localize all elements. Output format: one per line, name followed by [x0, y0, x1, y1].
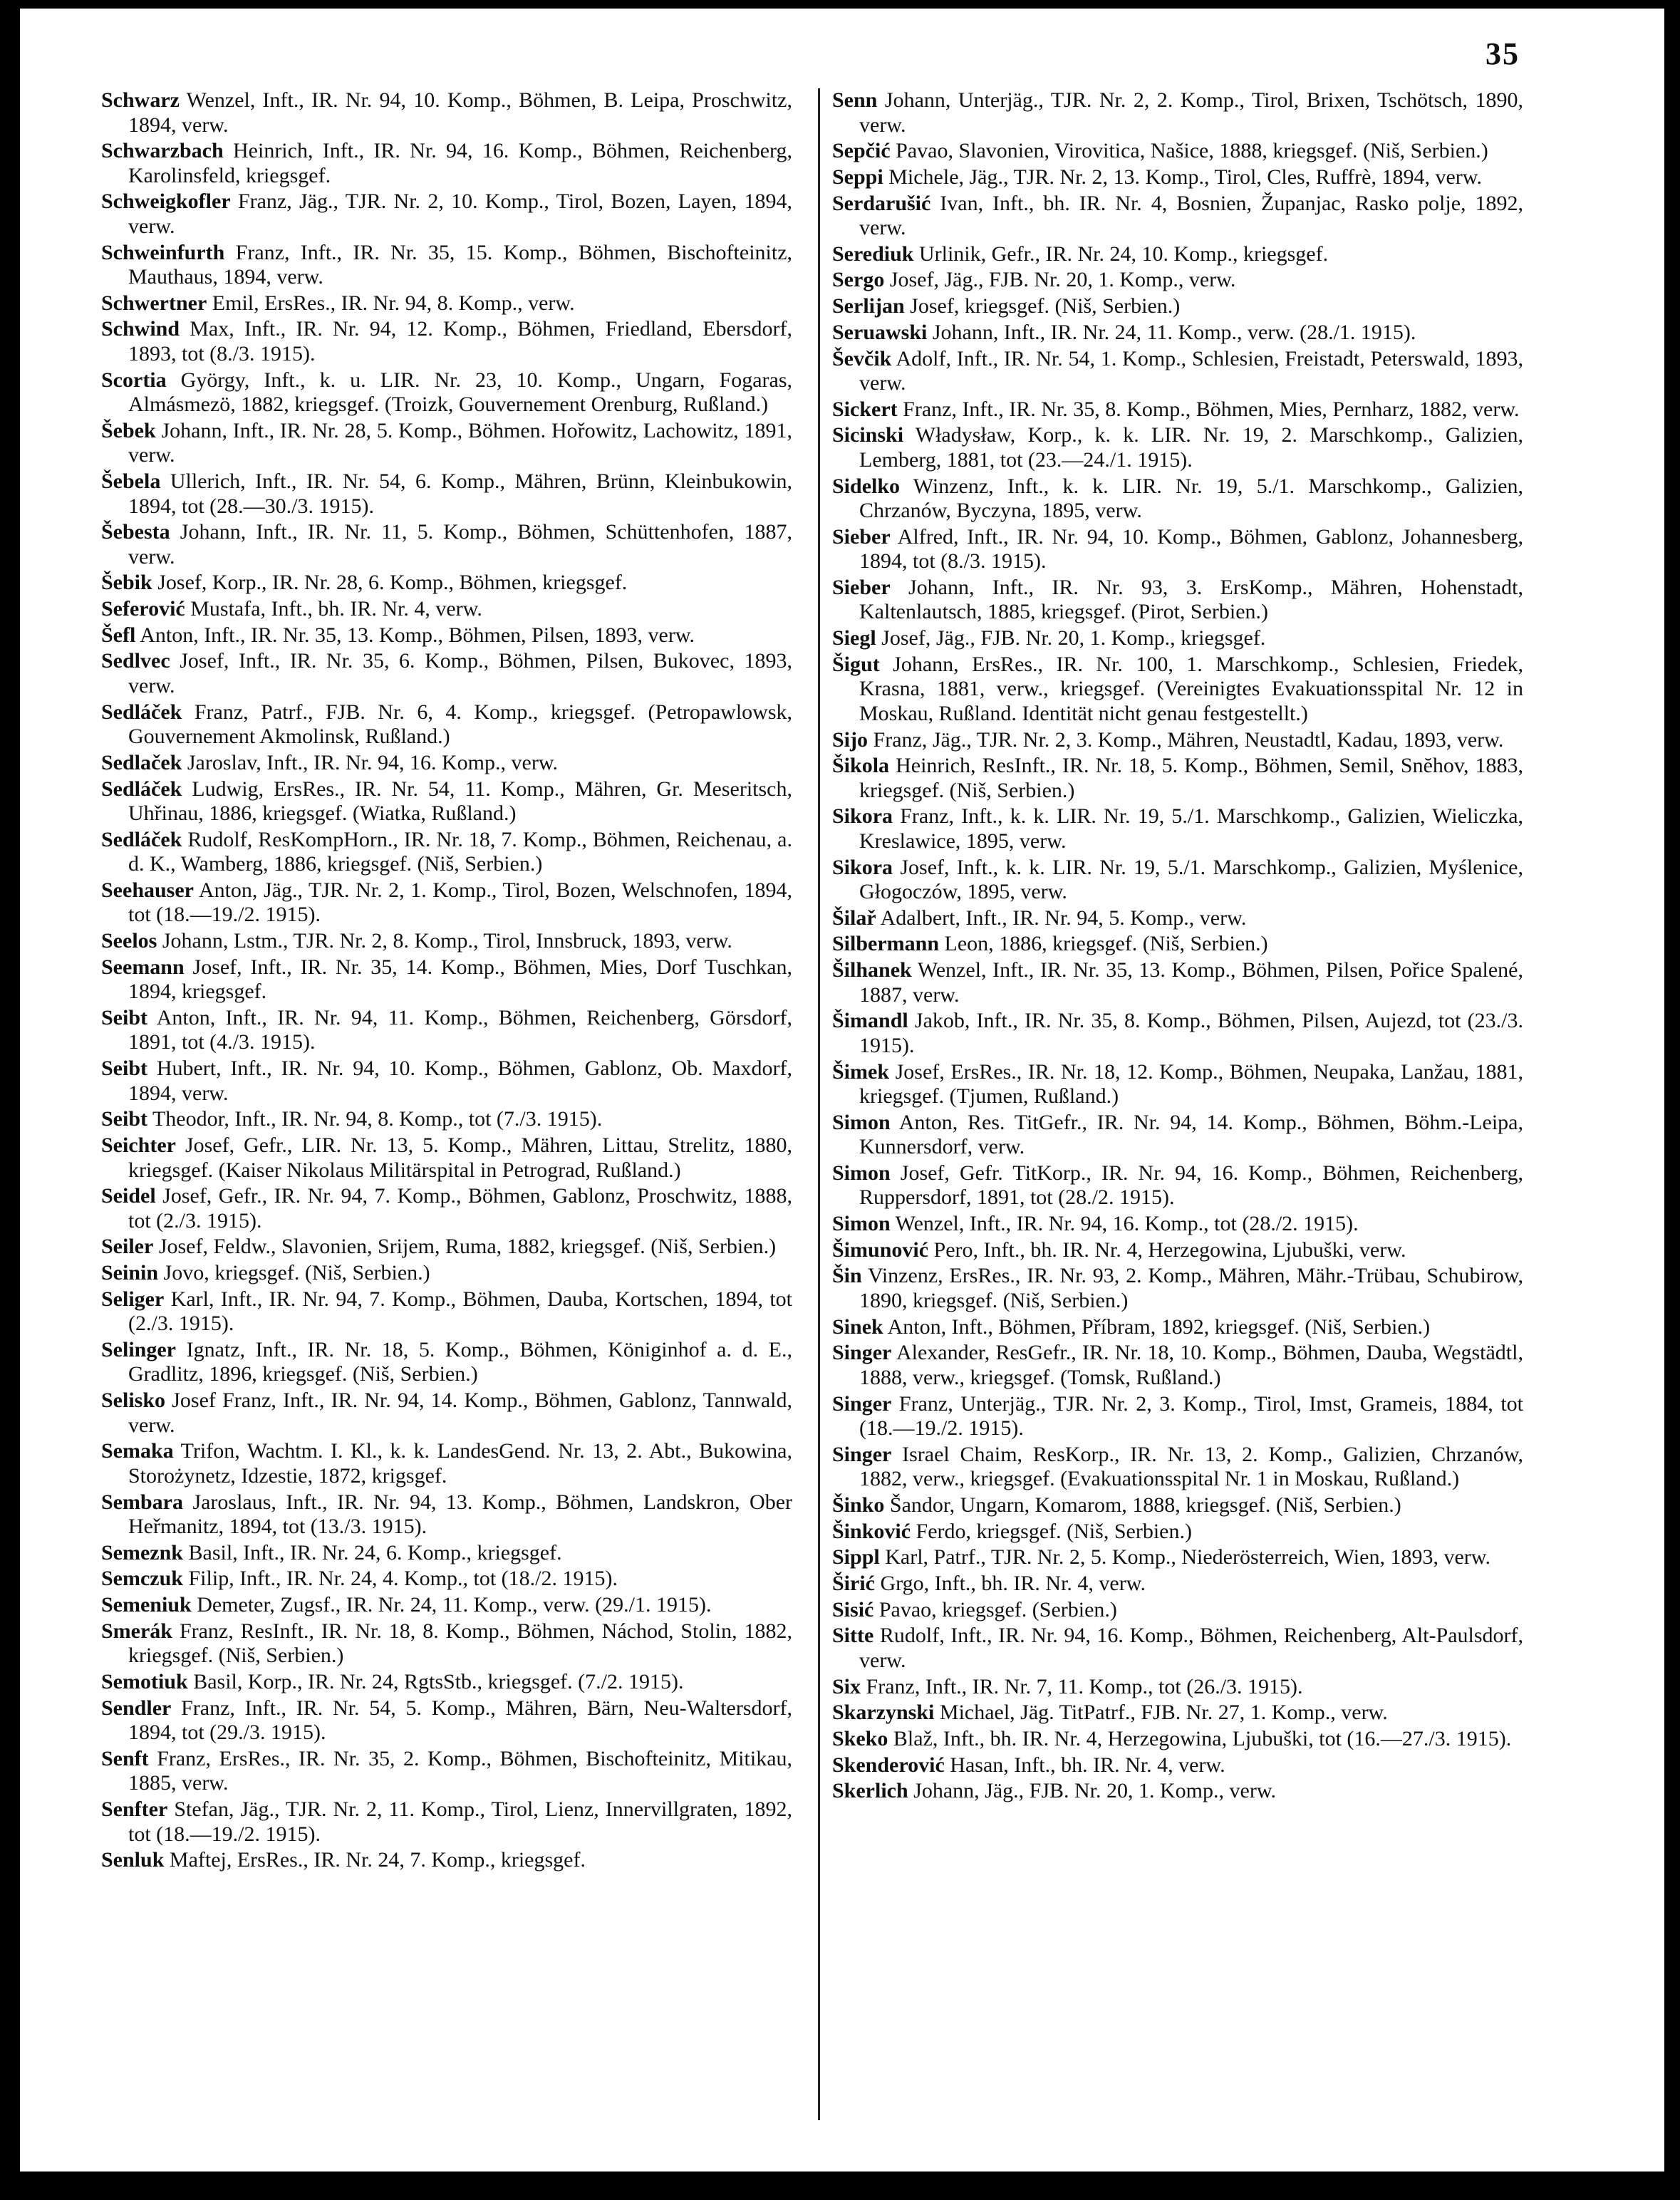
entry-details: Josef, Inft., IR. Nr. 35, 6. Komp., Böhmen, Pilsen, Bukovec, 1893, verw. [128, 649, 793, 697]
entry-surname: Seiler [101, 1235, 154, 1259]
list-entry [101, 368, 792, 417]
entry-details: Vinzenz, ErsRes., IR. Nr. 93, 2. Komp., Mähren, Mähr.-Trübau, Schubirow, 1890, kriegsgef. (Niš, Serbien.) [859, 1264, 1523, 1312]
entry-details: Franz, Inft., IR. Nr. 54, 5. Komp., Mähren, Bärn, Neu-Waltersdorf, 1894, tot (29./3. 1915). [128, 1696, 793, 1745]
list-entry [101, 1235, 792, 1260]
entry-surname: Seichter [101, 1133, 176, 1157]
entry-details: Franz, ResInft., IR. Nr. 18, 8. Komp., Böhmen, Náchod, Stolin, 1882, kriegsgef. (Niš, Serbien.) [128, 1619, 792, 1668]
entry-surname: Šinković [832, 1519, 911, 1543]
entry-details: Emil, ErsRes., IR. Nr. 94, 8. Komp., verw. [212, 291, 575, 315]
list-entry [101, 1696, 792, 1745]
list-entry [832, 1009, 1523, 1058]
entry-surname: Skenderović [832, 1753, 945, 1777]
entry-surname: Šinko [832, 1493, 885, 1517]
list-entry [101, 1593, 792, 1618]
list-entry [101, 1490, 792, 1540]
entry-surname: Šebek [101, 418, 156, 442]
list-entry [832, 474, 1523, 524]
entry-surname: Singer [832, 1341, 892, 1365]
entry-surname: Semczuk [101, 1567, 183, 1591]
entry-details: Josef, Jäg., FJB. Nr. 20, 1. Komp., kriegsgef. [881, 626, 1266, 650]
list-entry [101, 241, 792, 290]
entry-details: Leon, 1886, kriegsgef. (Niš, Serbien.) [944, 932, 1268, 956]
list-entry [832, 932, 1523, 957]
entry-details: Blaž, Inft., bh. IR. Nr. 4, Herzegowina, Ljubuški, tot (16.—27./3. 1915). [893, 1726, 1512, 1750]
entry-surname: Sedlvec [101, 649, 170, 673]
entry-details: Josef, Inft., k. k. LIR. Nr. 19, 5./1. Marschkomp., Galizien, Myślenice, Głogoczów, 1895, verw. [859, 855, 1523, 904]
entry-details: Hubert, Inft., IR. Nr. 94, 10. Komp., Böhmen, Gablonz, Ob. Maxdorf, 1894, verw. [128, 1057, 792, 1105]
entry-surname: Šebik [101, 571, 152, 595]
entry-surname: Skarzynski [832, 1701, 935, 1725]
entry-surname: Scortia [101, 368, 167, 392]
list-entry [832, 754, 1523, 803]
entry-details: Anton, Inft., Böhmen, Příbram, 1892, kriegsgef. (Niš, Serbien.) [887, 1314, 1431, 1339]
entry-surname: Sembara [101, 1490, 183, 1514]
entry-surname: Singer [832, 1442, 892, 1466]
entry-surname: Šimek [832, 1059, 890, 1084]
entry-details: Josef, Inft., IR. Nr. 35, 14. Komp., Böhmen, Mies, Dorf Tuschkan, 1894, kriegsgef. [128, 955, 793, 1004]
list-entry [101, 649, 792, 698]
entry-details: Wenzel, Inft., IR. Nr. 94, 16. Komp., tot (28./2. 1915). [895, 1212, 1359, 1236]
entry-surname: Seibt [101, 1005, 148, 1029]
list-entry [101, 1389, 792, 1438]
entry-surname: Širić [832, 1571, 875, 1595]
list-entry [101, 751, 792, 776]
list-entry [101, 597, 792, 622]
list-entry [101, 1670, 792, 1695]
entry-surname: Skeko [832, 1726, 888, 1750]
list-entry [101, 1184, 792, 1233]
entry-surname: Schwarzbach [101, 139, 224, 163]
entry-surname: Selinger [101, 1337, 176, 1361]
entry-details: Basil, Korp., IR. Nr. 24, RgtsStb., kriegsgef. (7./2. 1915). [193, 1669, 684, 1693]
list-entry [832, 958, 1523, 1007]
entry-surname: Sedláček [101, 700, 182, 724]
entry-details: Franz, Jäg., TJR. Nr. 2, 10. Komp., Tirol, Bozen, Layen, 1894, verw. [128, 190, 793, 238]
list-entry [832, 1701, 1523, 1726]
entry-details: Josef Franz, Inft., IR. Nr. 94, 14. Komp., Böhmen, Gablonz, Tannwald, verw. [128, 1389, 793, 1437]
entry-surname: Šimunović [832, 1238, 929, 1262]
entry-surname: Six [832, 1674, 861, 1698]
list-entry [832, 626, 1523, 651]
entry-surname: Schweigkofler [101, 190, 231, 214]
entry-surname: Sippl [832, 1545, 880, 1569]
entry-surname: Šilař [832, 906, 876, 930]
entry-surname: Šebela [101, 469, 161, 493]
entry-details: Ullerich, Inft., IR. Nr. 54, 6. Komp., Mähren, Brünn, Kleinbukowin, 1894, tot (28.—30./3. 1915). [128, 469, 792, 518]
list-entry [832, 423, 1523, 472]
column-divider [818, 88, 820, 2120]
list-entry [832, 1443, 1523, 1492]
entry-details: Adolf, Inft., IR. Nr. 54, 1. Komp., Schlesien, Freistadt, Peterswald, 1893, verw. [859, 346, 1523, 395]
entry-surname: Sickert [832, 397, 898, 421]
list-entry [101, 190, 792, 239]
entry-surname: Sedláček [101, 827, 182, 851]
entry-details: Josef, ErsRes., IR. Nr. 18, 12. Komp., Böhmen, Neupaka, Lanžau, 1881, kriegsgef. (Tjumen, Rußland.) [859, 1059, 1523, 1108]
entry-details: Jovo, kriegsgef. (Niš, Serbien.) [163, 1261, 430, 1285]
entry-details: Johann, Inft., IR. Nr. 11, 5. Komp., Böhmen, Schüttenhofen, 1887, verw. [128, 520, 792, 569]
entry-details: Anton, Inft., IR. Nr. 94, 11. Komp., Böhmen, Reichenberg, Görsdorf, 1891, tot (4./3. 1915). [128, 1005, 792, 1054]
entry-surname: Sitte [832, 1624, 874, 1648]
entry-details: Trifon, Wachtm. I. Kl., k. k. LandesGend. Nr. 13, 2. Abt., Bukowina, Storożynetz, Idzestie, 1872, krigsgef. [128, 1439, 792, 1488]
entry-details: Max, Inft., IR. Nr. 94, 12. Komp., Böhmen, Friedland, Ebersdorf, 1893, tot (8./3. 1915). [128, 317, 792, 365]
entry-details: György, Inft., k. u. LIR. Nr. 23, 10. Komp., Ungarn, Fogaras, Almásmezö, 1882, kriegsgef. (Troizk, Gouvernement Orenburg, Rußland.) [128, 368, 792, 417]
entry-surname: Seelos [101, 929, 157, 953]
entry-details: Franz, Patrf., FJB. Nr. 6, 4. Komp., kriegsgef. (Petropawlowsk, Gouvernement Akmolinsk, Rußland.) [128, 700, 792, 749]
list-entry [832, 192, 1523, 241]
list-entry [101, 291, 792, 316]
entry-details: Josef, Korp., IR. Nr. 28, 6. Komp., Böhmen, kriegsgef. [157, 571, 628, 595]
list-entry [832, 1161, 1523, 1210]
entry-surname: Šikola [832, 754, 890, 778]
entry-details: Hasan, Inft., bh. IR. Nr. 4, verw. [950, 1753, 1225, 1777]
entry-surname: Simon [832, 1212, 891, 1236]
entry-details: Karl, Patrf., TJR. Nr. 2, 5. Komp., Niederösterreich, Wien, 1893, verw. [885, 1545, 1490, 1569]
list-entry [832, 1675, 1523, 1700]
entry-surname: Šimandl [832, 1009, 908, 1033]
list-entry [101, 88, 792, 138]
entry-surname: Šilhanek [832, 958, 912, 982]
list-entry [832, 88, 1523, 138]
entry-surname: Sedláček [101, 777, 182, 801]
list-entry [832, 1315, 1523, 1340]
entry-surname: Semotiuk [101, 1669, 188, 1693]
list-entry [832, 1753, 1523, 1778]
list-entry [101, 1848, 792, 1873]
entry-details: Johann, Inft., IR. Nr. 24, 11. Komp., verw. (28./1. 1915). [932, 320, 1416, 344]
list-entry [101, 1107, 792, 1132]
entry-details: Rudolf, ResKompHorn., IR. Nr. 18, 7. Komp., Böhmen, Reichenau, a. d. K., Wamberg, 1886, kriegsgef. (Niš, Serbien.) [128, 827, 793, 876]
list-entry [832, 728, 1523, 753]
list-entry [832, 242, 1523, 267]
list-entry [832, 525, 1523, 574]
list-entry [101, 1287, 792, 1337]
entry-surname: Sieber [832, 524, 891, 549]
list-entry [101, 878, 792, 928]
entry-surname: Sendler [101, 1696, 172, 1720]
entry-surname: Schwind [101, 317, 180, 341]
list-entry [832, 804, 1523, 853]
list-entry [832, 139, 1523, 164]
entry-details: Ignatz, Inft., IR. Nr. 18, 5. Komp., Böhmen, Königinhof a. d. E., Gradlitz, 1896, kriegsgef. (Niš, Serbien.) [128, 1337, 792, 1386]
list-entry [832, 398, 1523, 422]
list-entry [832, 1392, 1523, 1441]
entry-details: Adalbert, Inft., IR. Nr. 94, 5. Komp., verw. [880, 906, 1247, 930]
list-entry [832, 294, 1523, 319]
entry-details: Demeter, Zugsf., IR. Nr. 24, 11. Komp., verw. (29./1. 1915). [197, 1593, 712, 1617]
list-entry [832, 1060, 1523, 1109]
entry-surname: Ševčik [832, 346, 892, 370]
entry-surname: Šigut [832, 652, 880, 676]
entry-surname: Semaka [101, 1439, 174, 1463]
entry-details: Šandor, Ungarn, Komarom, 1888, kriegsgef. (Niš, Serbien.) [889, 1493, 1401, 1517]
entry-details: Basil, Inft., IR. Nr. 24, 6. Komp., kriegsgef. [188, 1540, 562, 1565]
entry-surname: Seliger [101, 1287, 165, 1311]
list-entry [101, 828, 792, 877]
entry-surname: Sieber [832, 575, 891, 599]
list-entry [832, 347, 1523, 396]
entry-surname: Seferović [101, 597, 185, 621]
list-entry [832, 1238, 1523, 1263]
entry-surname: Serlijan [832, 294, 905, 318]
entry-details: Alexander, ResGefr., IR. Nr. 18, 10. Komp., Böhmen, Dauba, Wegstädtl, 1888, verw., kriegsgef. (Tomsk, Rußland.) [859, 1341, 1523, 1389]
entry-surname: Singer [832, 1391, 892, 1416]
list-entry [832, 1624, 1523, 1673]
entry-details: Johann, Inft., IR. Nr. 28, 5. Komp., Böhmen. Hořowitz, Lachowitz, 1891, verw. [128, 418, 792, 467]
entry-surname: Seidel [101, 1184, 156, 1208]
list-entry [101, 1133, 792, 1183]
entry-surname: Simon [832, 1110, 891, 1134]
list-entry [832, 1111, 1523, 1160]
entry-details: Michael, Jäg. TitPatrf., FJB. Nr. 27, 1. Komp., verw. [939, 1701, 1388, 1725]
entry-surname: Selisko [101, 1389, 166, 1413]
list-entry [101, 1261, 792, 1286]
entry-details: Maftej, ErsRes., IR. Nr. 24, 7. Komp., kriegsgef. [169, 1848, 586, 1872]
list-entry [832, 268, 1523, 293]
entry-details: Josef, Feldw., Slavonien, Srijem, Ruma, 1882, kriegsgef. (Niš, Serbien.) [158, 1235, 777, 1259]
list-entry [101, 1797, 792, 1847]
list-entry [832, 1779, 1523, 1804]
entry-details: Pavao, kriegsgef. (Serbien.) [878, 1597, 1117, 1622]
list-entry [832, 1727, 1523, 1752]
entry-surname: Serdarušić [832, 191, 931, 215]
right-column [832, 88, 1523, 1805]
entry-details: Władysław, Korp., k. k. LIR. Nr. 19, 2. Marschkomp., Galizien, Lemberg, 1881, tot (23.—24./1. 1915). [859, 423, 1523, 472]
entry-details: Karl, Inft., IR. Nr. 94, 7. Komp., Böhmen, Dauba, Kortschen, 1894, tot (2./3. 1915). [128, 1287, 792, 1336]
list-entry [832, 856, 1523, 905]
list-entry [101, 469, 792, 519]
entry-surname: Seppi [832, 165, 883, 189]
entry-details: Michele, Jäg., TJR. Nr. 2, 13. Komp., Tirol, Cles, Ruffrè, 1894, verw. [888, 165, 1482, 189]
entry-surname: Seehauser [101, 878, 194, 902]
entry-details: Josef, Gefr., IR. Nr. 94, 7. Komp., Böhmen, Gablonz, Proschwitz, 1888, tot (2./3. 1915). [128, 1184, 792, 1233]
entry-details: Jaroslav, Inft., IR. Nr. 94, 16. Komp., verw. [187, 750, 559, 774]
entry-details: Anton, Res. TitGefr., IR. Nr. 94, 14. Komp., Böhmen, Böhm.-Leipa, Kunnersdorf, verw. [859, 1110, 1523, 1159]
entry-surname: Siegl [832, 626, 876, 650]
list-entry [101, 571, 792, 596]
list-entry [101, 700, 792, 749]
entry-surname: Senfter [101, 1797, 168, 1821]
entry-details: Anton, Inft., IR. Nr. 35, 13. Komp., Böhmen, Pilsen, 1893, verw. [140, 623, 695, 647]
entry-surname: Semeznk [101, 1540, 183, 1565]
entry-surname: Sinek [832, 1314, 883, 1339]
list-entry [832, 1493, 1523, 1518]
list-entry [832, 165, 1523, 190]
entry-surname: Seibt [101, 1057, 148, 1081]
entry-surname: Seruawski [832, 320, 928, 344]
entry-surname: Sepčić [832, 139, 891, 163]
entry-surname: Schweinfurth [101, 240, 225, 264]
entry-details: Heinrich, Inft., IR. Nr. 94, 16. Komp., Böhmen, Reichenberg, Karolinsfeld, kriegsgef. [128, 139, 793, 187]
list-entry [832, 653, 1523, 727]
list-entry [101, 1338, 792, 1387]
entry-details: Josef, Gefr. TitKorp., IR. Nr. 94, 16. Komp., Böhmen, Reichenberg, Ruppersdorf, 1891, tot (28./2. 1915). [859, 1161, 1524, 1210]
list-entry [101, 777, 792, 826]
entry-surname: Semeniuk [101, 1593, 192, 1617]
entry-details: Israel Chaim, ResKorp., IR. Nr. 13, 2. Komp., Galizien, Chrzanów, 1882, verw., kriegsgef. (Evakuationsspital Nr. 1 in Moskau, Rußland.) [859, 1442, 1523, 1491]
page-number: 35 [1485, 36, 1520, 71]
list-entry [832, 1598, 1523, 1623]
list-entry [101, 419, 792, 468]
entry-details: Mustafa, Inft., bh. IR. Nr. 4, verw. [190, 597, 482, 621]
left-column [101, 88, 792, 1874]
entry-details: Johann, Lstm., TJR. Nr. 2, 8. Komp., Tirol, Innsbruck, 1893, verw. [162, 929, 732, 953]
entry-details: Jaroslaus, Inft., IR. Nr. 94, 13. Komp., Böhmen, Landskron, Ober Heřmanitz, 1894, tot (13./3. 1915). [128, 1490, 793, 1538]
entry-surname: Schwertner [101, 291, 207, 315]
entry-surname: Skerlich [832, 1779, 908, 1803]
entry-details: Filip, Inft., IR. Nr. 24, 4. Komp., tot (18./2. 1915). [188, 1567, 618, 1591]
list-entry [101, 1619, 792, 1669]
entry-details: Franz, Unterjäg., TJR. Nr. 2, 3. Komp., Tirol, Imst, Grameis, 1884, tot (18.—19./2. 1915). [859, 1391, 1524, 1440]
list-entry [832, 1341, 1523, 1390]
entry-surname: Silbermann [832, 932, 940, 956]
entry-surname: Šin [832, 1264, 862, 1288]
list-entry [832, 1520, 1523, 1545]
entry-surname: Sikora [832, 804, 893, 829]
entry-details: Josef, Gefr., LIR. Nr. 13, 5. Komp., Mähren, Littau, Strelitz, 1880, kriegsgef. (Kaiser Nikolaus Militärspital in Petrograd, Rußland.) [128, 1133, 792, 1182]
entry-details: Pero, Inft., bh. IR. Nr. 4, Herzegowina, Ljubuški, verw. [933, 1238, 1406, 1262]
entry-details: Franz, ErsRes., IR. Nr. 35, 2. Komp., Böhmen, Bischofteinitz, Mitikau, 1885, verw. [128, 1746, 793, 1795]
entry-details: Anton, Jäg., TJR. Nr. 2, 1. Komp., Tirol, Bozen, Welschnofen, 1894, tot (18.—19./2. 1915). [128, 878, 792, 927]
entry-surname: Schwarz [101, 88, 180, 112]
entry-details: Johann, Jäg., FJB. Nr. 20, 1. Komp., verw. [913, 1779, 1277, 1803]
list-entry [832, 1212, 1523, 1237]
entry-details: Josef, kriegsgef. (Niš, Serbien.) [910, 294, 1181, 318]
entry-details: Franz, Jäg., TJR. Nr. 2, 3. Komp., Mähren, Neustadtl, Kadau, 1893, verw. [873, 727, 1504, 752]
entry-surname: Šebesta [101, 520, 170, 544]
entry-details: Ivan, Inft., bh. IR. Nr. 4, Bosnien, Županjac, Rasko polje, 1892, verw. [859, 191, 1523, 240]
list-entry [101, 1567, 792, 1592]
list-entry [101, 929, 792, 954]
entry-details: Wenzel, Inft., IR. Nr. 35, 13. Komp., Böhmen, Pilsen, Pořice Spalené, 1887, verw. [859, 958, 1523, 1007]
entry-details: Franz, Inft., IR. Nr. 35, 8. Komp., Böhmen, Mies, Pernharz, 1882, verw. [903, 397, 1520, 421]
entry-surname: Serediuk [832, 242, 914, 266]
list-entry [832, 1572, 1523, 1597]
entry-details: Pavao, Slavonien, Virovitica, Našice, 1888, kriegsgef. (Niš, Serbien.) [896, 139, 1488, 163]
entry-surname: Sergo [832, 268, 885, 292]
list-entry [101, 1541, 792, 1566]
entry-details: Wenzel, Inft., IR. Nr. 94, 10. Komp., Böhmen, B. Leipa, Proschwitz, 1894, verw. [128, 88, 792, 137]
list-entry [101, 1747, 792, 1796]
entry-details: Theodor, Inft., IR. Nr. 94, 8. Komp., tot (7./3. 1915). [152, 1107, 603, 1131]
entry-surname: Senft [101, 1746, 149, 1770]
list-entry [101, 1006, 792, 1055]
entry-details: Alfred, Inft., IR. Nr. 94, 10. Komp., Böhmen, Gablonz, Johannesberg, 1894, tot (8./3. 1915). [859, 524, 1523, 574]
entry-surname: Sedlaček [101, 750, 182, 774]
entry-details: Heinrich, ResInft., IR. Nr. 18, 5. Komp., Böhmen, Semil, Snĕhov, 1883, kriegsgef. (Niš, Serbien.) [859, 754, 1523, 802]
list-entry [832, 1545, 1523, 1570]
list-entry [101, 623, 792, 648]
entry-details: Ferdo, kriegsgef. (Niš, Serbien.) [916, 1519, 1192, 1543]
entry-details: Grgo, Inft., bh. IR. Nr. 4, verw. [880, 1571, 1146, 1595]
entry-surname: Senluk [101, 1848, 165, 1872]
entry-details: Franz, Inft., IR. Nr. 7, 11. Komp., tot (26./3. 1915). [866, 1674, 1303, 1698]
entry-details: Ludwig, ErsRes., IR. Nr. 54, 11. Komp., Mähren, Gr. Meseritsch, Uhřinau, 1886, kriegsgef. (Wiatka, Rußland.) [128, 777, 792, 825]
entry-surname: Seibt [101, 1107, 148, 1131]
entry-surname: Sijo [832, 727, 868, 752]
entry-surname: Sicinski [832, 423, 904, 447]
entry-details: Franz, Inft., IR. Nr. 35, 15. Komp., Böhmen, Bischofteinitz, Mauthaus, 1894, verw. [128, 240, 793, 289]
entry-surname: Seemann [101, 955, 185, 979]
list-entry [101, 520, 792, 569]
entry-surname: Seinin [101, 1261, 159, 1285]
entry-details: Winzenz, Inft., k. k. LIR. Nr. 19, 5./1. Marschkomp., Galizien, Chrzanów, Byczyna, 1895, verw. [859, 474, 1523, 523]
entry-details: Rudolf, Inft., IR. Nr. 94, 16. Komp., Böhmen, Reichenberg, Alt-Paulsdorf, verw. [859, 1624, 1524, 1672]
list-entry [832, 576, 1523, 625]
entry-surname: Sikora [832, 855, 893, 879]
entry-details: Urlinik, Gefr., IR. Nr. 24, 10. Komp., kriegsgef. [918, 242, 1329, 266]
entry-surname: Šefl [101, 623, 136, 647]
list-entry [101, 955, 792, 1005]
entry-details: Franz, Inft., k. k. LIR. Nr. 19, 5./1. Marschkomp., Galizien, Wieliczka, Kreslawice, 1895, verw. [859, 804, 1524, 853]
entry-details: Jakob, Inft., IR. Nr. 35, 8. Komp., Böhmen, Pilsen, Aujezd, tot (23./3. 1915). [859, 1009, 1524, 1057]
list-entry [101, 1057, 792, 1106]
list-entry [832, 1264, 1523, 1313]
list-entry [101, 139, 792, 188]
entry-surname: Sidelko [832, 474, 901, 498]
entry-surname: Smerák [101, 1619, 172, 1643]
list-entry [832, 906, 1523, 931]
entry-details: Johann, ErsRes., IR. Nr. 100, 1. Marschkomp., Schlesien, Friedek, Krasna, 1881, verw., kriegsgef. (Vereinigtes Evakuationsspital Nr. 12 in Moskau, Rußland. Identität nicht genau festgestellt.) [859, 652, 1524, 725]
entry-surname: Sisić [832, 1597, 874, 1622]
entry-surname: Simon [832, 1161, 891, 1185]
entry-surname: Senn [832, 88, 878, 112]
list-entry [101, 1439, 792, 1488]
entry-details: Johann, Inft., IR. Nr. 93, 3. ErsKomp., Mähren, Hohenstadt, Kaltenlautsch, 1885, kriegsgef. (Pirot, Serbien.) [859, 575, 1524, 624]
entry-details: Josef, Jäg., FJB. Nr. 20, 1. Komp., verw. [889, 268, 1236, 292]
list-entry [101, 317, 792, 366]
list-entry [832, 321, 1523, 346]
entry-details: Johann, Unterjäg., TJR. Nr. 2, 2. Komp., Tirol, Brixen, Tschötsch, 1890, verw. [859, 88, 1523, 137]
entry-details: Stefan, Jäg., TJR. Nr. 2, 11. Komp., Tirol, Lienz, Innervillgraten, 1892, tot (18.—19./2. 1915). [128, 1797, 793, 1846]
